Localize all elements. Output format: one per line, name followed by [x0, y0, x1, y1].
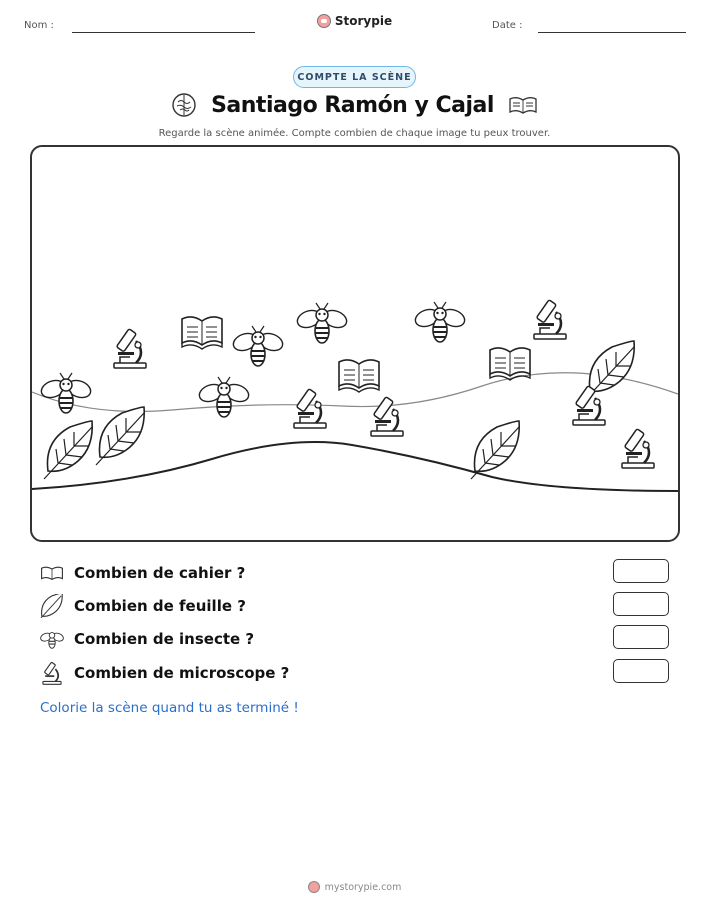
microscope-3: [371, 397, 403, 436]
question-text: Combien de microscope ?: [74, 664, 290, 682]
question-text: Combien de insecte ?: [74, 630, 255, 648]
question-row-book: [40, 560, 245, 586]
answer-box-microscope[interactable]: [613, 659, 669, 683]
site-footer: [0, 881, 709, 893]
microscope-2: [294, 389, 326, 428]
storypie-footer-logo-icon: [308, 881, 320, 893]
ground-line: [32, 442, 678, 491]
bee-5: [413, 302, 467, 342]
bee-3: [231, 326, 285, 366]
question-row-bee: [40, 626, 254, 652]
counting-scene: [30, 145, 680, 542]
bee-2: [197, 377, 251, 417]
activity-badge: COMPTE LA SCÈNE: [293, 66, 416, 88]
leaf-2: [96, 407, 144, 465]
date-line[interactable]: [538, 32, 686, 33]
answer-box-bee[interactable]: [613, 625, 669, 649]
leaf-icon: [40, 594, 64, 618]
book-2: [339, 360, 379, 392]
microscope-1: [114, 329, 146, 368]
instruction-text: Regarde la scène animée. Compte combien de chaque image tu peux trouver.: [158, 128, 551, 139]
date-label: Date :: [492, 20, 523, 31]
answer-box-leaf[interactable]: [613, 592, 669, 616]
name-label: Nom :: [24, 20, 54, 31]
storypie-logo-icon: [317, 14, 331, 28]
site-url[interactable]: mystorypie.com: [324, 881, 402, 893]
coloring-note: Colorie la scène quand tu as terminé !: [40, 700, 299, 716]
brand-name: Storypie: [334, 14, 393, 28]
page-title: Santiago Ramón y Cajal: [211, 92, 494, 118]
leaf-3: [471, 421, 519, 479]
brain-icon: [171, 92, 197, 118]
question-text: Combien de cahier ?: [74, 564, 246, 582]
question-row-microscope: [40, 660, 289, 686]
answer-box-book[interactable]: [613, 559, 669, 583]
book-1: [182, 317, 222, 349]
question-text: Combien de feuille ?: [74, 597, 246, 615]
microscope-icon: [40, 660, 64, 686]
bee-icon: [40, 627, 64, 651]
microscope-6: [622, 429, 654, 468]
open-book-icon: [508, 94, 538, 116]
leaf-1: [44, 421, 92, 479]
bee-4: [295, 303, 349, 343]
title-row: [0, 92, 709, 118]
microscope-4: [534, 300, 566, 339]
book-3: [490, 348, 530, 380]
question-row-leaf: [40, 593, 246, 619]
book-icon: [40, 564, 64, 582]
brand: [0, 14, 709, 28]
name-line[interactable]: [72, 32, 255, 33]
